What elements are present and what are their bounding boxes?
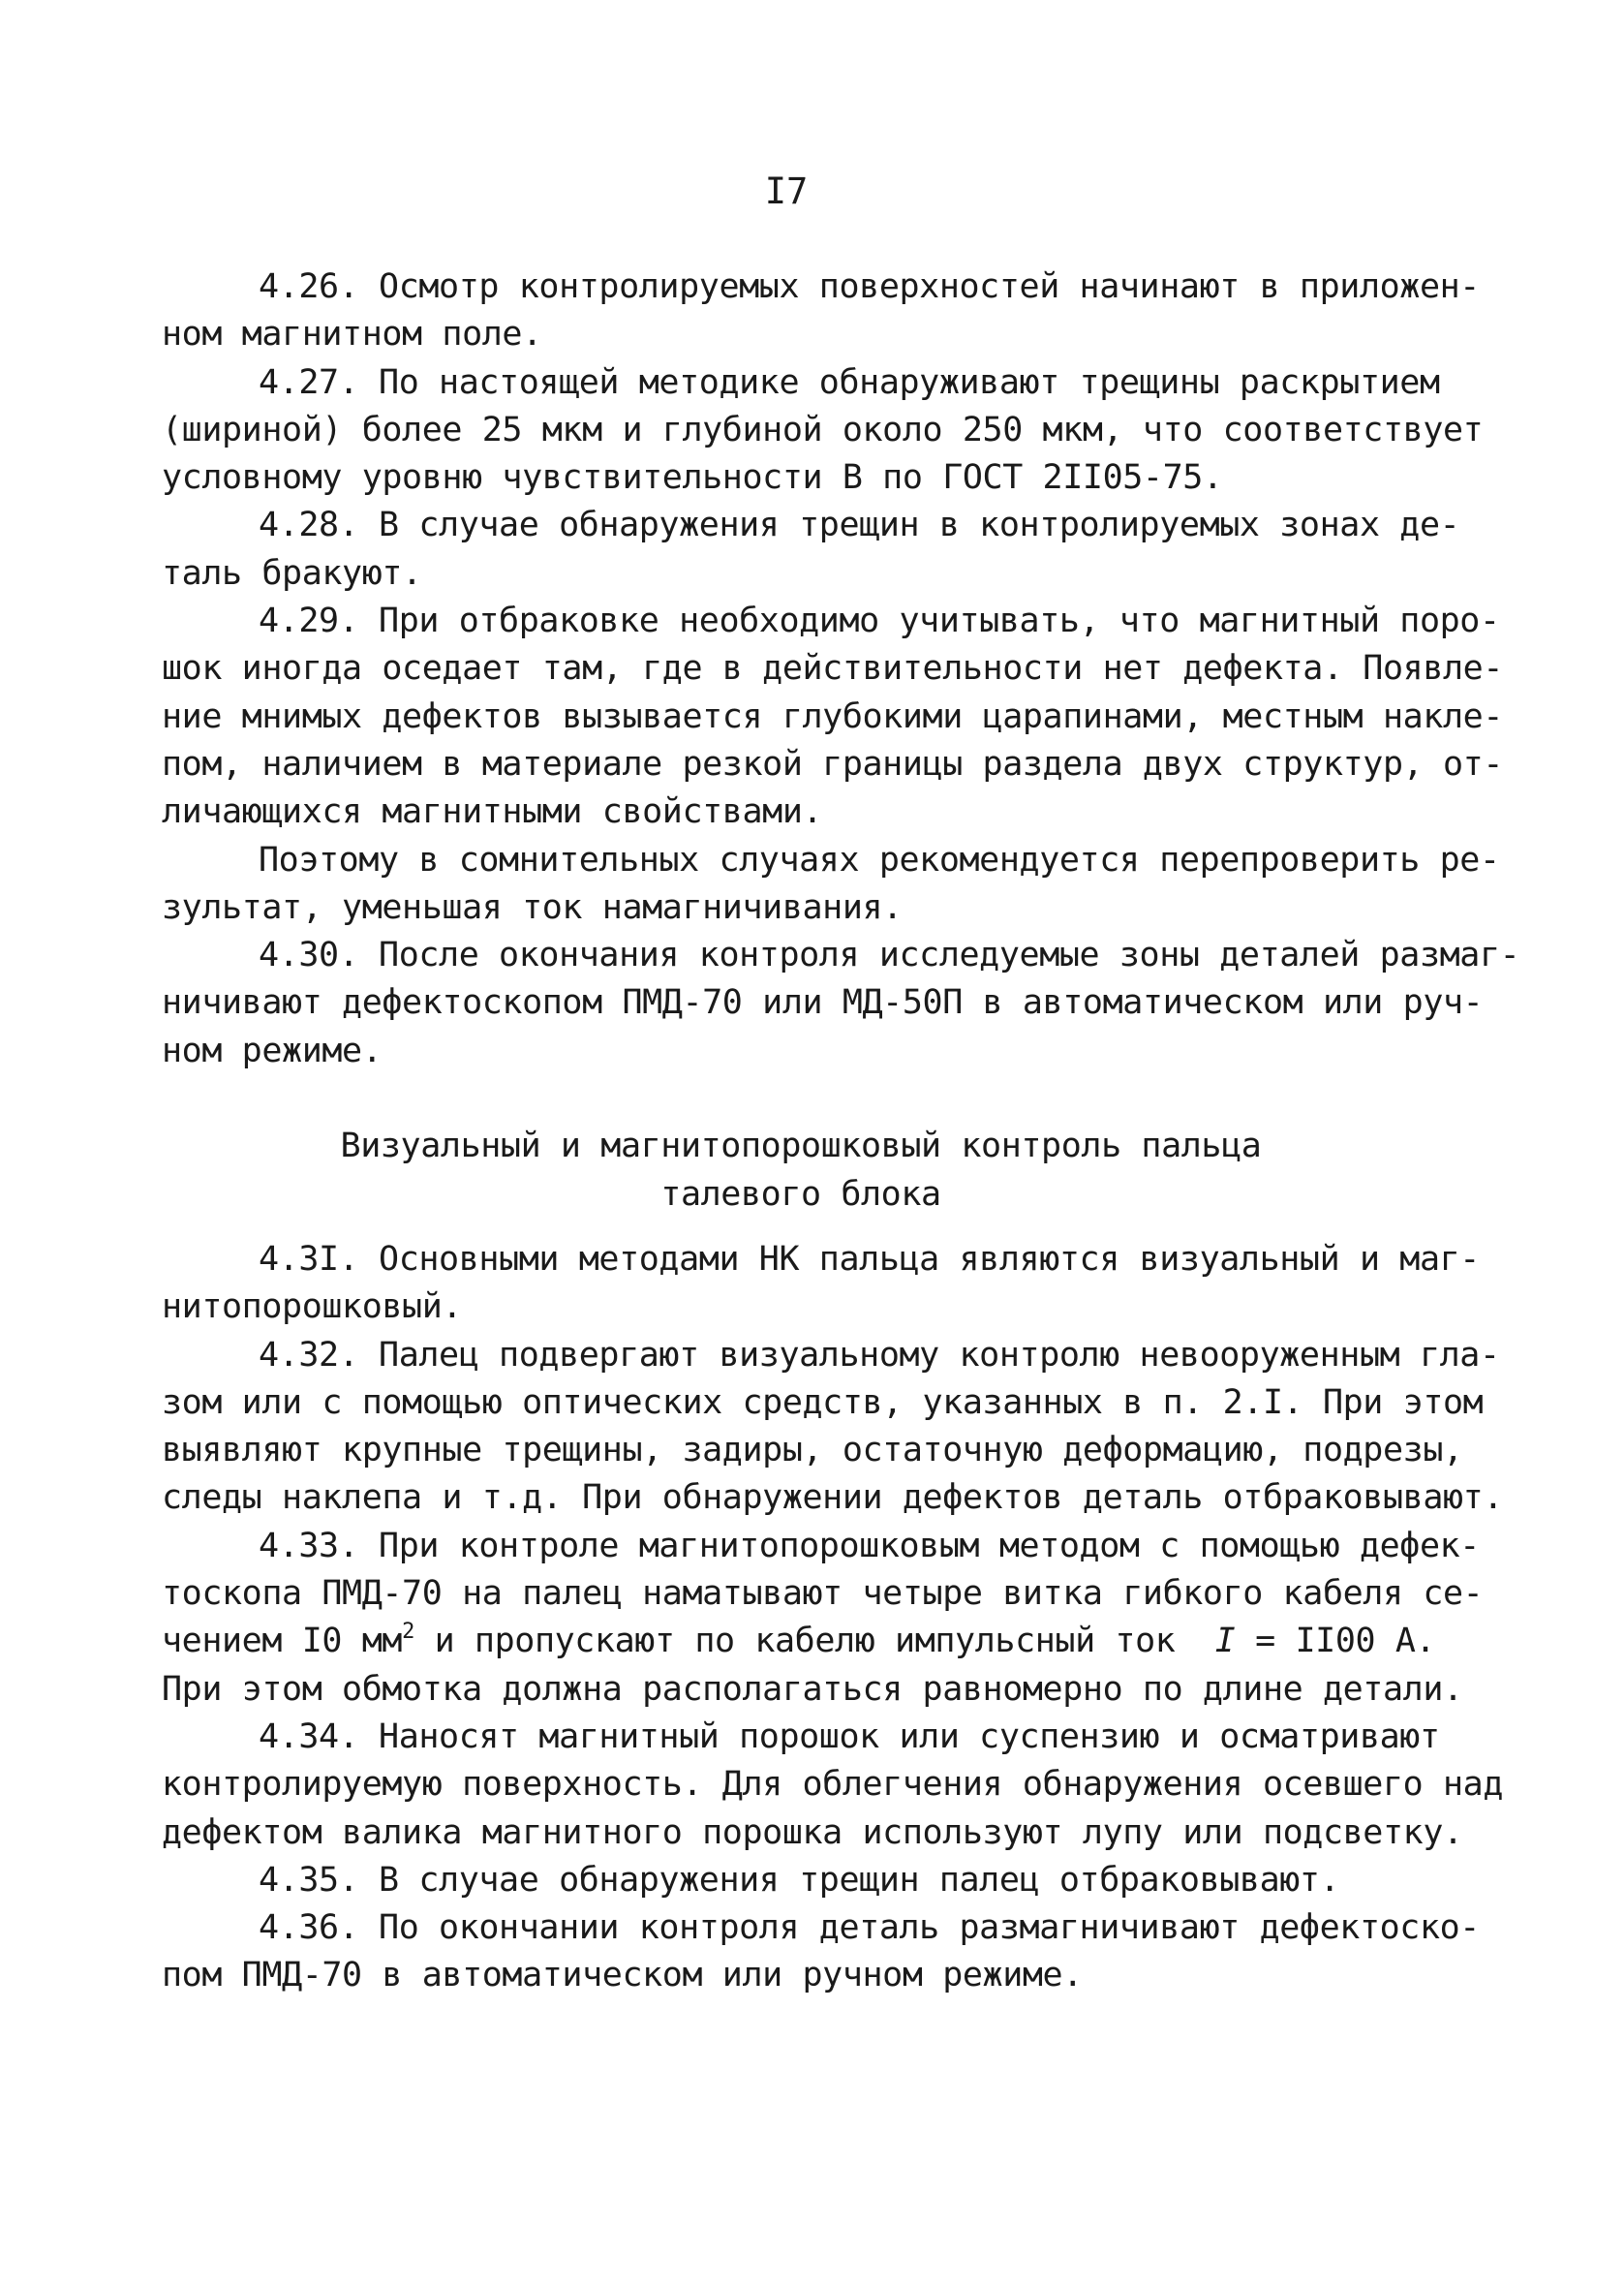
text-line: зом или с помощью оптических средств, указанных в п. 2.I. При этом	[162, 1382, 1484, 1422]
text-line: Поэтому в сомнительных случаях рекомендуется перепроверить ре-	[259, 840, 1500, 880]
text-line: таль бракуют.	[162, 553, 422, 593]
text-fragment: и пропускают по кабелю импульсный ток	[414, 1622, 1215, 1661]
section-heading	[162, 1123, 1469, 1219]
paragraph-4-35	[162, 1857, 1469, 1904]
text-line: личающихся магнитными свойствами.	[162, 792, 823, 832]
paragraph-4-26	[162, 263, 1480, 359]
paragraph-4-34	[162, 1714, 1504, 1857]
paragraph-4-31	[162, 1236, 1480, 1332]
paragraph-4-27	[162, 359, 1484, 503]
text-line: ние мнимых дефектов вызывается глубокими царапинами, местным накле-	[162, 696, 1504, 736]
text-line: пом, наличием в материале резкой границы раздела двух структур, от-	[162, 744, 1504, 784]
text-line: 4.28. В случае обнаружения трещин в контролируемых зонах де-	[259, 506, 1460, 545]
text-line: шок иногда оседает там, где в действительности нет дефекта. Появле-	[162, 649, 1504, 689]
document-body	[162, 263, 1520, 2000]
text-line: 4.29. При отбраковке необходимо учитывать, что магнитный поро-	[259, 602, 1500, 641]
paragraph-4-30	[162, 932, 1520, 1075]
heading-line: талевого блока	[660, 1174, 941, 1214]
paragraph-4-33	[162, 1523, 1484, 1714]
text-line: 4.34. Наносят магнитный порошок или суспензию и осматривают	[259, 1716, 1440, 1756]
paragraph-4-29-continued	[162, 837, 1500, 933]
text-line: 4.30. После окончания контроля исследуемые зоны деталей размаг-	[259, 936, 1520, 975]
text-line: пом ПМД-70 в автоматическом или ручном режиме.	[162, 1956, 1083, 1995]
text-line: выявляют крупные трещины, задиры, остаточную деформацию, подрезы,	[162, 1431, 1463, 1470]
section-spacer	[162, 1075, 1469, 1123]
paragraph-4-28	[162, 502, 1469, 598]
current-variable: I	[1214, 1622, 1236, 1661]
text-line: тоскопа ПМД-70 на палец наматывают четыре витка гибкого кабеля се-	[162, 1574, 1484, 1614]
text-line: следы наклепа и т.д. При обнаружении дефектов деталь отбраковывают.	[162, 1478, 1504, 1518]
paragraph-4-32	[162, 1332, 1504, 1523]
heading-spacer	[162, 1219, 1469, 1236]
paragraph-4-36	[162, 1904, 1480, 2000]
text-line: ничивают дефектоскопом ПМД-70 или МД-50П в автоматическом или руч-	[162, 983, 1484, 1023]
text-line: ном магнитном поле.	[162, 315, 542, 355]
text-line: зультат, уменьшая ток намагничивания.	[162, 887, 903, 927]
text-line: При этом обмотка должна располагаться равномерно по длине детали.	[162, 1669, 1463, 1709]
text-fragment: = II00 А.	[1235, 1622, 1436, 1661]
text-line: 4.27. По настоящей методике обнаруживают трещины раскрытием	[259, 362, 1440, 402]
text-line-with-formula	[162, 1618, 1469, 1665]
superscript-exponent: 2	[402, 1620, 414, 1645]
text-line: 4.35. В случае обнаружения трещин палец отбраковывают.	[259, 1860, 1340, 1900]
page-number: I7	[764, 170, 809, 212]
text-line: (шириной) более 25 мкм и глубиной около 250 мкм, что соответствует	[162, 410, 1484, 449]
heading-line: Визуальный и магнитопорошковый контроль пальца	[340, 1127, 1262, 1166]
text-line: контролируемую поверхность. Для облегчения обнаружения осевшего над	[162, 1765, 1504, 1805]
text-line: нитопорошковый.	[162, 1287, 463, 1327]
text-line: условному уровню чувствительности В по ГОСТ 2II05-75.	[162, 458, 1223, 498]
paragraph-4-29	[162, 598, 1504, 836]
text-line: 4.3I. Основными методами НК пальца являются визуальный и маг-	[259, 1239, 1480, 1279]
text-fragment: чением I0 мм	[162, 1622, 403, 1661]
text-line: дефектом валика магнитного порошка используют лупу или подсветку.	[162, 1812, 1463, 1852]
text-line: ном режиме.	[162, 1031, 383, 1070]
text-line: 4.32. Палец подвергают визуальному контролю невооруженным гла-	[259, 1335, 1500, 1375]
text-line: 4.36. По окончании контроля деталь размагничивают дефектоско-	[259, 1908, 1480, 1948]
text-line: 4.26. Осмотр контролируемых поверхностей начинают в приложен-	[259, 267, 1480, 306]
text-line: 4.33. При контроле магнитопорошковым методом с помощью дефек-	[259, 1526, 1480, 1565]
